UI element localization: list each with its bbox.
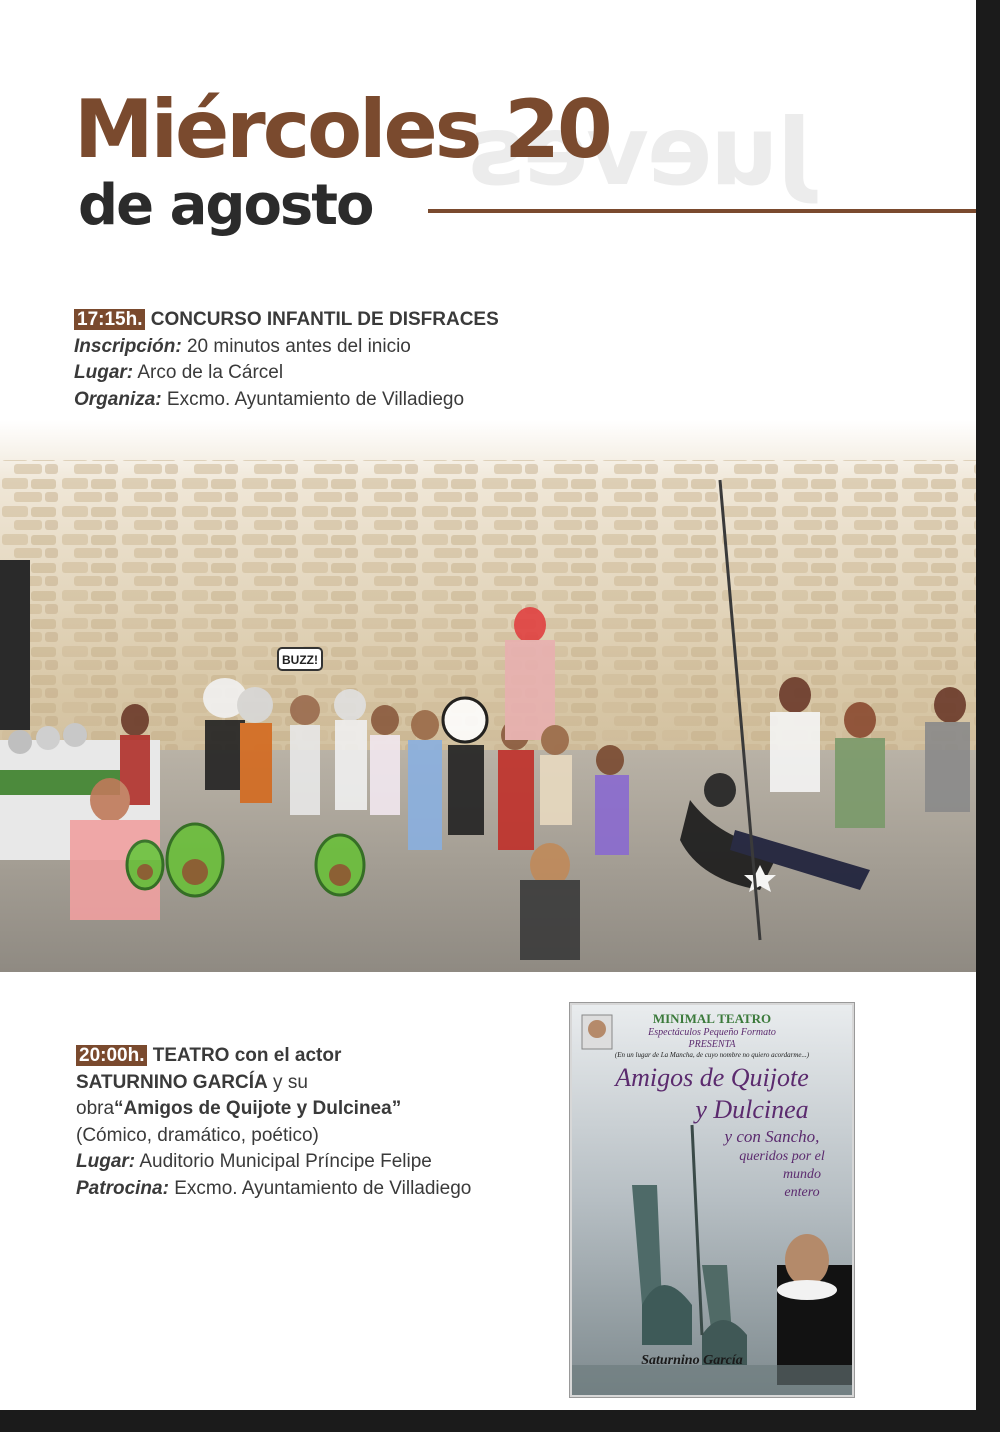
- poster-title-line2: y Dulcinea: [695, 1095, 809, 1124]
- poster-title-line1: Amigos de Quijote: [615, 1063, 809, 1092]
- place-label: Lugar:: [76, 1151, 136, 1172]
- place-value: Arco de la Cárcel: [137, 362, 284, 383]
- poster-title-line4: queridos por el: [739, 1149, 825, 1164]
- event-title: TEATRO con el actor: [152, 1045, 342, 1066]
- time-badge: 17:15h.: [74, 309, 145, 330]
- poster-title-line3: y con Sancho,: [724, 1127, 820, 1146]
- poster-quote: (En un lugar de La Mancha, de cuyo nombre no quiero acordarme...): [614, 1051, 810, 1059]
- sponsor-value: Excmo. Ayuntamiento de Villadiego: [174, 1177, 472, 1199]
- event-theatre: [76, 1043, 496, 1202]
- place-line: [74, 360, 594, 387]
- page-edge-bottom: [0, 1410, 1000, 1432]
- registration-label: Inscripción:: [74, 335, 182, 357]
- bleed-through-text: Jueves: [470, 95, 812, 207]
- place-label: Lugar:: [74, 362, 134, 383]
- actor-line: [76, 1070, 496, 1097]
- poster-title-line6: entero: [784, 1185, 820, 1200]
- event-costume-contest: [74, 307, 594, 413]
- time-badge: 20:00h.: [76, 1045, 147, 1066]
- event-heading: [74, 307, 594, 334]
- poster-title-line5: mundo: [782, 1167, 822, 1182]
- photo-illustration: [0, 420, 976, 972]
- costume-contest-photo: [0, 420, 976, 972]
- actor-name: SATURNINO GARCÍA: [76, 1071, 268, 1093]
- poster-signature: Saturnino García: [641, 1353, 743, 1368]
- connector-text: y su: [273, 1071, 308, 1093]
- event-title: CONCURSO INFANTIL DE DISFRACES: [150, 309, 499, 330]
- page-title: Miércoles 20: [74, 83, 610, 176]
- page-subtitle: de agosto: [78, 173, 373, 238]
- poster-company-subtitle: Espectáculos Pequeño Formato: [648, 1027, 776, 1038]
- place-value: Auditorio Municipal Príncipe Felipe: [139, 1151, 432, 1172]
- event-heading: [76, 1043, 496, 1070]
- place-line: [76, 1149, 496, 1176]
- organizer-label: Organiza:: [74, 388, 162, 410]
- play-line: [76, 1096, 496, 1123]
- poster-presenta: PRESENTA: [688, 1039, 736, 1050]
- title-divider: [428, 209, 976, 213]
- organizer-value: Excmo. Ayuntamiento de Villadiego: [166, 388, 465, 410]
- theatre-poster: [570, 1003, 854, 1397]
- genre-line: (Cómico, dramático, poético): [76, 1124, 319, 1146]
- registration-value: 20 minutos antes del inicio: [186, 335, 411, 357]
- registration-line: [74, 334, 594, 361]
- sponsor-line: [76, 1176, 496, 1203]
- organizer-line: [74, 387, 594, 414]
- play-title: “Amigos de Quijote y Dulcinea”: [114, 1098, 402, 1119]
- connector-text: obra: [76, 1098, 115, 1119]
- sponsor-label: Patrocina:: [76, 1177, 169, 1199]
- buzz-sign-text: BUZZ!: [282, 653, 318, 667]
- page-edge-right: [976, 0, 1000, 1432]
- poster-company: MINIMAL TEATRO: [652, 1011, 772, 1026]
